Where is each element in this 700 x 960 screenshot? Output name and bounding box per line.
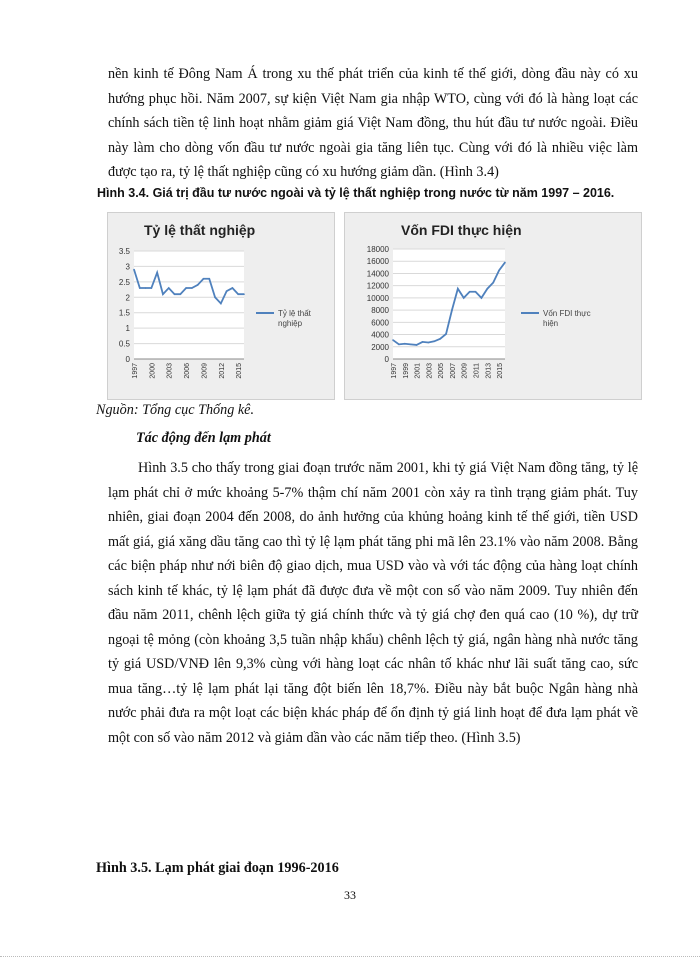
data-point <box>457 288 459 290</box>
data-point <box>492 282 494 284</box>
figure-3-5-caption: Hình 3.5. Lạm phát giai đoạn 1996-2016 <box>96 860 339 876</box>
data-point <box>439 338 441 340</box>
x-tick-label: 1997 <box>391 363 398 379</box>
paragraph-inflation-text: Hình 3.5 cho thấy trong giai đoạn trước năm 2001, khi tỷ giá Việt Nam đồng tăng, tỷ lệ lạm phát chỉ ở mức khoảng 5-7% thậm chí năm 2001 còn xảy ra tình trạng giảm phát. Tuy nhiên, giai đoạn 2004 đến 2008, do ảnh hưởng của khủng hoảng kinh tế thế giới, tiền USD mất giá, giá xăng dầu tăng cao thì tỷ lệ lạm phát tăng phi mã lên 23.1% vào năm 2008. Bằng các biện pháp như nới biên độ giao dịch, mua USD vào và với tác động của hàng loạt chính sách kinh tế khác, tỷ lệ lạm phát đã được đưa về một con số vào năm 2009. Tuy nhiên đến đầu năm 2011, chênh lệch giữa tỷ giá chính thức và tỷ giá chợ đen quá cao (10 %), dự trữ ngoại tệ mỏng (còn khoảng 3,5 tuần nhập khẩu) chênh lệch tỷ giá, ngân hàng nhà nước tăng tỷ giá USD/VNĐ lên 9,3% cùng với hàng loạt các nhân tố khác như lãi suất tăng cao, sức mua tăng…tỷ lệ lạm phát lại tăng đột biến lên 18,7%. Điều này bắt buộc Ngân hàng nhà nước phải đưa ra một loạt các biện khác pháp để ổn định tỷ giá linh hoạt để đưa lạm phát về một con số vào năm 2012 và giảm dần vào các năm tiếp theo. (Hình 3.5) <box>108 460 638 746</box>
paragraph-fdi: nền kinh tế Đông Nam Á trong xu thế phát triển của kinh tế thế giới, dòng đầu này có xu hướng phục hồi. Năm 2007, sự kiện Việt Nam gia nhập WTO, cùng với đó là hàng loạt các chính sách tiền tệ linh hoạt nhằm giảm giá Việt Nam đồng, thu hút đầu tư nước ngoài. Điều này làm cho dòng vốn đầu tư nước ngoài gia tăng liên tục. Cùng với đó là nhiều việc làm được tạo ra, tỷ lệ thất nghiệp cũng có xu hướng giảm dần. (Hình 3.4) <box>108 66 638 180</box>
fdi-chart-svg <box>345 213 641 399</box>
data-point <box>203 278 205 280</box>
x-tick-label: 1999 <box>402 363 410 379</box>
chart-title: Tỷ lệ thất nghiệp <box>144 222 256 238</box>
data-point <box>191 287 193 289</box>
y-tick-label: 0.5 <box>118 339 130 349</box>
x-tick-label: 2000 <box>149 363 157 379</box>
data-point <box>428 342 430 344</box>
data-point <box>151 287 153 289</box>
x-tick-label: 1997 <box>132 363 139 379</box>
section-heading: Tác động đến lạm phát <box>136 430 271 446</box>
data-point <box>463 297 465 299</box>
x-tick-label: 2009 <box>461 363 469 379</box>
y-tick-label: 16000 <box>366 257 389 267</box>
data-point <box>162 293 164 295</box>
data-point <box>185 287 187 289</box>
y-tick-label: 6000 <box>371 318 389 328</box>
y-tick-label: 1.5 <box>118 308 130 318</box>
data-point <box>133 269 135 271</box>
y-tick-label: 0 <box>125 355 130 364</box>
data-point <box>404 343 406 345</box>
data-point <box>416 344 418 346</box>
y-tick-label: 2 <box>125 293 130 303</box>
legend-label: Tỷ lệ thất nghiệp <box>278 309 311 328</box>
data-point <box>220 303 222 305</box>
figure-3-4-caption: Hình 3.4. Giá trị đầu tư nước ngoài và tỷ lệ thất nghiệp trong nước từ năm 1997 – 2016. <box>97 186 615 200</box>
x-tick-label: 2006 <box>184 363 192 379</box>
data-point <box>145 287 147 289</box>
data-point <box>232 287 234 289</box>
data-point <box>226 290 228 292</box>
plot-area <box>393 249 505 359</box>
x-tick-label: 2001 <box>414 363 422 379</box>
unemployment-chart-svg <box>108 213 334 399</box>
data-point <box>475 291 477 293</box>
fdi-chart <box>344 212 642 400</box>
y-tick-label: 12000 <box>366 281 389 291</box>
x-tick-label: 2005 <box>438 363 446 379</box>
data-point <box>168 287 170 289</box>
data-point <box>410 344 412 346</box>
y-tick-label: 2.5 <box>118 277 130 287</box>
y-tick-label: 8000 <box>371 306 389 316</box>
y-tick-label: 3 <box>125 262 130 272</box>
data-point <box>197 284 199 286</box>
data-point <box>214 296 216 298</box>
legend-label: Vốn FDI thực hiện <box>543 309 591 328</box>
data-point <box>487 288 489 290</box>
unemployment-chart <box>107 212 335 400</box>
y-tick-label: 0 <box>384 355 389 364</box>
data-point <box>208 278 210 280</box>
x-tick-label: 2011 <box>473 363 481 379</box>
y-tick-label: 1 <box>125 324 130 334</box>
data-point <box>445 333 447 335</box>
y-tick-label: 10000 <box>366 293 389 303</box>
page-number: 33 <box>344 888 356 902</box>
data-point <box>481 297 483 299</box>
plot-area <box>134 251 244 359</box>
x-tick-label: 2009 <box>201 363 209 379</box>
paragraph-inflation <box>108 456 638 750</box>
data-point <box>174 293 176 295</box>
figure-source: Nguồn: Tổng cục Thống kê. <box>96 402 255 418</box>
y-tick-label: 2000 <box>371 342 389 352</box>
x-tick-label: 2012 <box>218 363 226 379</box>
data-point <box>243 293 245 295</box>
data-point <box>469 291 471 293</box>
x-tick-label: 2015 <box>497 363 505 379</box>
x-tick-label: 2003 <box>426 363 434 379</box>
data-point <box>422 341 424 343</box>
y-tick-label: 18000 <box>366 245 389 254</box>
data-point <box>156 272 158 274</box>
data-point <box>392 339 394 341</box>
chart-title: Vốn FDI thực hiện <box>401 222 522 238</box>
y-tick-label: 3.5 <box>118 247 130 256</box>
data-point <box>451 309 453 311</box>
data-point <box>504 262 506 264</box>
data-point <box>433 340 435 342</box>
data-point <box>180 293 182 295</box>
x-tick-label: 2003 <box>166 363 174 379</box>
y-tick-label: 4000 <box>371 330 389 340</box>
x-tick-label: 2007 <box>449 363 457 379</box>
y-tick-label: 14000 <box>366 269 389 279</box>
x-tick-label: 2015 <box>236 363 244 379</box>
data-point <box>398 344 400 346</box>
page-bottom-divider <box>0 956 700 957</box>
data-point <box>139 287 141 289</box>
data-point <box>498 270 500 272</box>
x-tick-label: 2013 <box>485 363 493 379</box>
data-point <box>237 293 239 295</box>
